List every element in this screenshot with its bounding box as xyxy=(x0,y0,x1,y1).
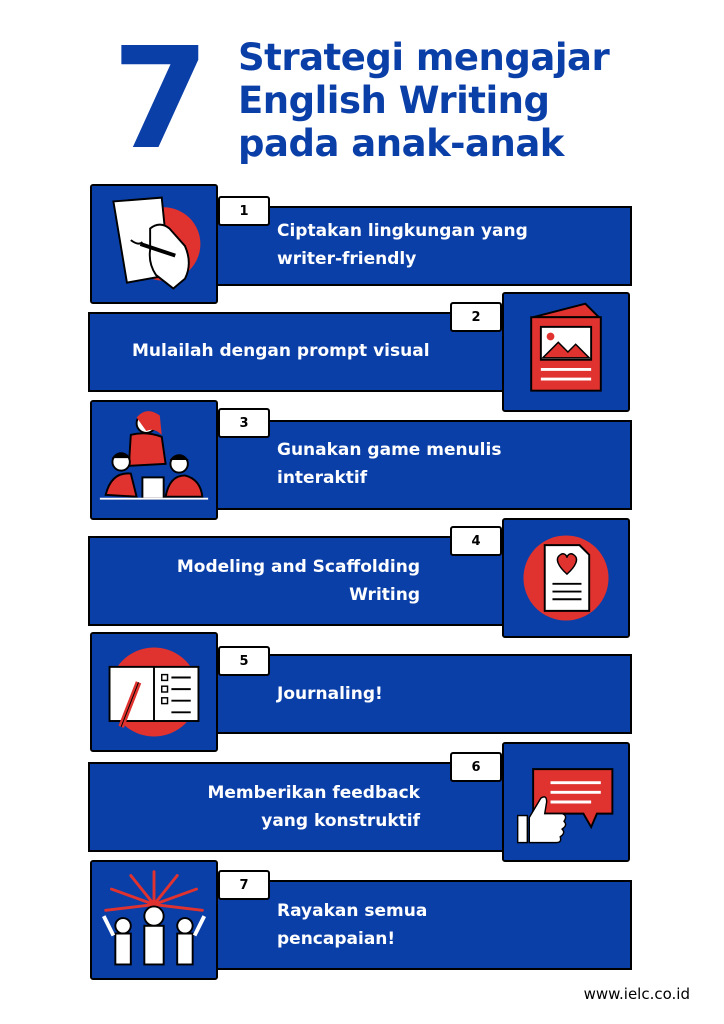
title-line: pada anak-anak xyxy=(238,122,564,165)
title-line: Strategi mengajar xyxy=(238,36,610,79)
item-number-tab: 2 xyxy=(450,302,502,332)
item-label-line: Mulailah dengan prompt visual xyxy=(132,341,430,361)
celebration-icon xyxy=(90,860,218,980)
thumbs-up-feedback-icon xyxy=(502,742,630,862)
item-label-line: pencapaian! xyxy=(277,929,396,949)
item-number-tab: 7 xyxy=(218,870,270,900)
item-label-line: yang konstruktif xyxy=(261,811,420,831)
item-label-line: Writing xyxy=(349,585,420,605)
item-number-tab: 1 xyxy=(218,196,270,226)
item-label xyxy=(277,436,501,492)
item-label-line: Journaling! xyxy=(277,684,383,704)
item-label xyxy=(277,897,427,953)
open-journal-icon xyxy=(90,632,218,752)
page-title xyxy=(238,36,708,165)
heart-document-icon xyxy=(502,518,630,638)
item-label xyxy=(277,217,528,273)
item-number-tab: 6 xyxy=(450,752,502,782)
item-label xyxy=(120,779,420,835)
item-label-line: Rayakan semua xyxy=(277,901,428,921)
item-label-line: Gunakan game menulis xyxy=(277,440,502,460)
hand-writing-icon xyxy=(90,184,218,304)
item-number-tab: 4 xyxy=(450,526,502,556)
item-label-line: interaktif xyxy=(277,468,368,488)
item-number-tab: 5 xyxy=(218,646,270,676)
item-label-line: Memberikan feedback xyxy=(207,783,420,803)
item-bar xyxy=(212,654,632,734)
item-label-line: Ciptakan lingkungan yang xyxy=(277,221,528,241)
header-number: 7 xyxy=(112,18,210,181)
item-label xyxy=(277,680,383,708)
item-number-tab: 3 xyxy=(218,408,270,438)
kids-playing-icon xyxy=(90,400,218,520)
title-line: English Writing xyxy=(238,79,550,122)
item-label xyxy=(132,337,430,365)
website-url: www.ielc.co.id xyxy=(583,985,690,1003)
item-label xyxy=(120,553,420,609)
item-label-line: Modeling and Scaffolding xyxy=(176,557,420,577)
item-label-line: writer-friendly xyxy=(277,249,417,269)
picture-book-icon xyxy=(502,292,630,412)
